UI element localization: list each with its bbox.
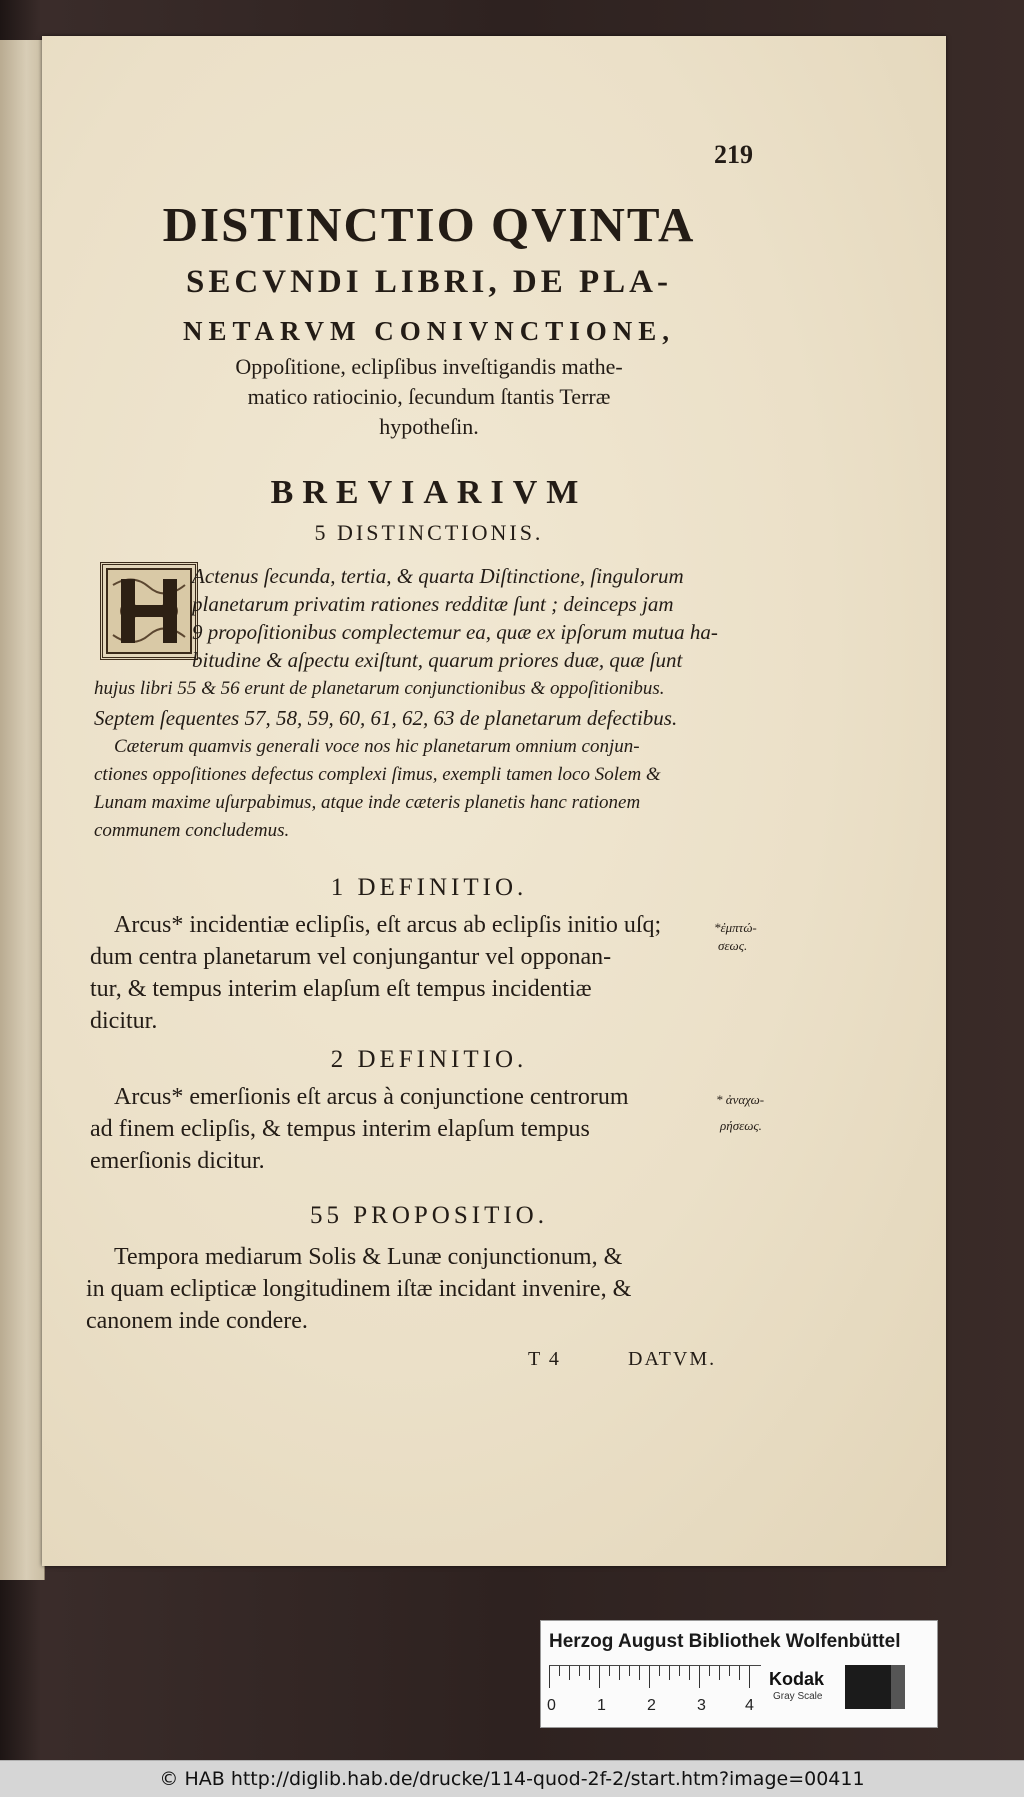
kodak-color-target bbox=[540, 1620, 938, 1728]
kodak-brand: Kodak bbox=[769, 1669, 825, 1689]
breviarium-line: Actenus ſecunda, tertia, & quarta Diſtinctione, ſingulorum bbox=[192, 564, 684, 588]
gray-patch-dark bbox=[845, 1665, 891, 1709]
definition-2-margin-note: * ἀναχω- bbox=[716, 1092, 765, 1107]
breviarium-line: ctiones oppoſitiones defectus complexi ſimus, exempli tamen loco Solem & bbox=[94, 764, 661, 785]
definition-1-margin-note: σεως. bbox=[718, 938, 748, 953]
breviarium-title: BREVIARIVM bbox=[270, 474, 588, 511]
scale-ruler bbox=[549, 1665, 761, 1688]
breviarium-line: bitudine & aſpectu exiſtunt, quarum priores duæ, quæ ſunt bbox=[192, 648, 683, 672]
book-page bbox=[42, 36, 946, 1566]
ruler-number: 0 bbox=[547, 1697, 556, 1714]
definition-1-line: dum centra planetarum vel conjungantur vel opponan- bbox=[90, 944, 612, 970]
decorated-initial-h bbox=[100, 562, 198, 660]
definition-2-margin-note: ρήσεως. bbox=[720, 1118, 762, 1133]
breviarium-line: communem concludemus. bbox=[94, 820, 290, 841]
definition-2-heading: 2 DEFINITIO. bbox=[330, 1046, 528, 1073]
proposition-line: in quam eclipticæ longitudinem iſtæ incidant invenire, & bbox=[86, 1276, 632, 1302]
breviarium-line: planetarum privatim rationes redditæ ſunt ; deinceps jam bbox=[192, 592, 674, 616]
definition-1-heading: 1 DEFINITIO. bbox=[330, 874, 528, 901]
page-number: 219 bbox=[714, 140, 753, 169]
proposition-line: Tempora mediarum Solis & Lunæ conjunctionum, & bbox=[114, 1244, 623, 1270]
definition-1-line: tur, & tempus interim elapſum eſt tempus incidentiæ bbox=[90, 976, 592, 1002]
copyright-footer: © HAB http://diglib.hab.de/drucke/114-quod-2f-2/start.htm?image=00411 bbox=[0, 1760, 1024, 1797]
ruler-number: 4 bbox=[745, 1697, 754, 1714]
breviarium-line: 9 propoſitionibus complectemur ea, quæ ex ipſorum mutua ha- bbox=[192, 620, 718, 644]
ruler-number: 3 bbox=[697, 1697, 706, 1714]
definition-2-line: emerſionis dicitur. bbox=[90, 1148, 265, 1174]
breviarium-line: Septem ſequentes 57, 58, 59, 60, 61, 62, 63 de planetarum defectibus. bbox=[94, 706, 678, 730]
proposition-55-heading: 55 PROPOSITIO. bbox=[310, 1202, 548, 1229]
definition-2-line: Arcus* emerſionis eſt arcus à conjunctione centrorum bbox=[114, 1084, 629, 1110]
previous-page-edge bbox=[0, 40, 45, 1580]
catchword: DATVM. bbox=[628, 1348, 717, 1370]
definition-1-margin-note: *ἐμπτώ- bbox=[714, 920, 757, 935]
heading-line-3: NETARVM CONIVNCTIONE, bbox=[182, 316, 676, 346]
heading-line-2: SECVNDI LIBRI, DE PLA- bbox=[186, 264, 672, 300]
target-title: Herzog August Bibliothek Wolfenbüttel bbox=[549, 1631, 901, 1652]
subtitle-line-2: matico ratiocinio, ſecundum ſtantis Terræ bbox=[247, 384, 611, 409]
definition-1-line: Arcus* incidentiæ eclipſis, eſt arcus ab eclipſis initio uſq; bbox=[114, 912, 662, 938]
gray-scale-label: Gray Scale bbox=[773, 1691, 823, 1702]
subtitle-line-1: Oppoſitione, eclipſibus inveſtigandis mathe- bbox=[235, 354, 623, 379]
subtitle-line-3: hypotheſin. bbox=[379, 414, 479, 439]
gray-patch-mid bbox=[891, 1665, 905, 1709]
breviarium-subtitle: 5 DISTINCTIONIS. bbox=[314, 520, 544, 545]
definition-1-line: dicitur. bbox=[90, 1008, 158, 1034]
signature-mark: T 4 bbox=[528, 1348, 561, 1370]
proposition-line: canonem inde condere. bbox=[86, 1308, 308, 1334]
ruler-number: 1 bbox=[597, 1697, 606, 1714]
initial-h-ornament bbox=[103, 565, 195, 657]
breviarium-line: Cæterum quamvis generali voce nos hic planetarum omnium conjun- bbox=[114, 736, 640, 757]
definition-2-line: ad finem eclipſis, & tempus interim elapſum tempus bbox=[90, 1116, 590, 1142]
heading-line-1: DISTINCTIO QVINTA bbox=[162, 197, 696, 252]
breviarium-line: Lunam maxime uſurpabimus, atque inde cæteris planetis hanc rationem bbox=[94, 792, 641, 813]
ruler-number: 2 bbox=[647, 1697, 656, 1714]
breviarium-line: hujus libri 55 & 56 erunt de planetarum conjunctionibus & oppoſitionibus. bbox=[94, 678, 665, 699]
